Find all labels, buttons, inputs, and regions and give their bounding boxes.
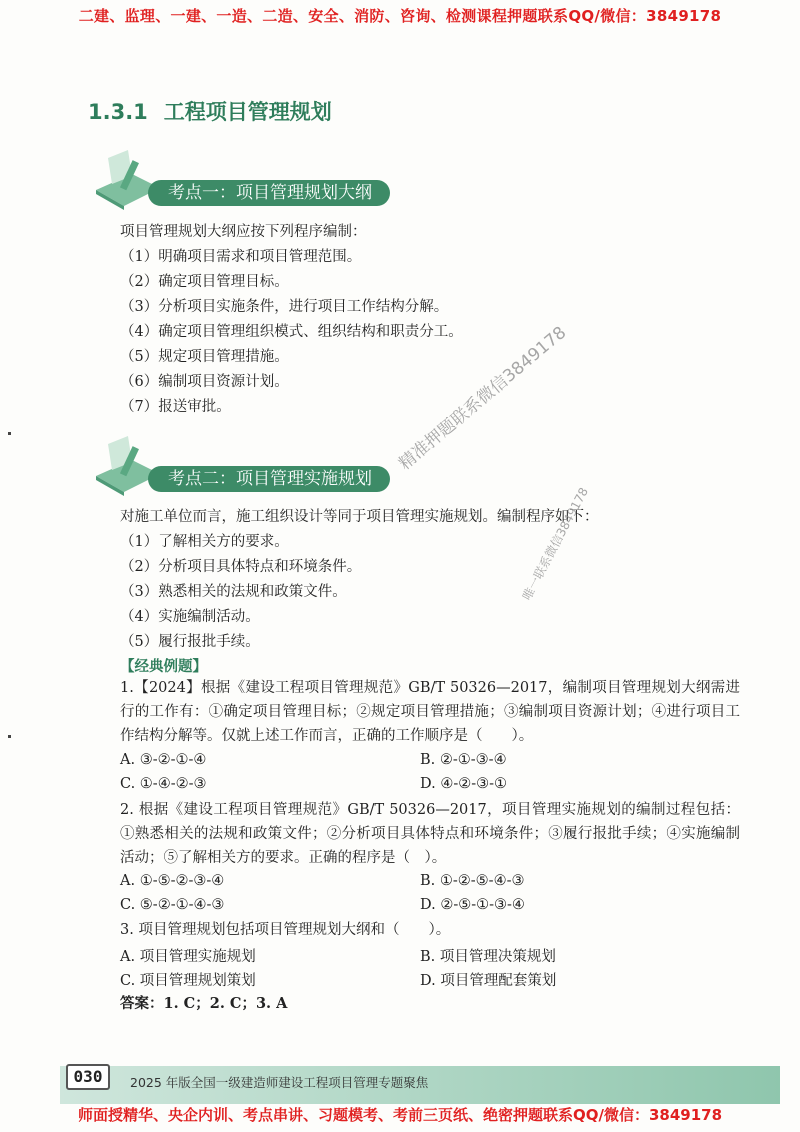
question-3: 3. 项目管理规划包括项目管理规划大纲和（ ）。 — [120, 922, 451, 938]
kaodian1-label: 考点一：项目管理规划大纲 — [148, 180, 390, 206]
bottom-banner: 师面授精华、央企内训、考点串讲、习题模考、考前三页纸、绝密押题联系QQ/微信：3849178 — [77, 1106, 723, 1124]
q1-option-a: A. ③-②-①-④ — [120, 752, 207, 768]
kaodian1-step: （4）确定项目管理组织模式、组织结构和职责分工。 — [120, 324, 463, 340]
page-number: 030 — [66, 1064, 110, 1090]
watermark-1: 精准押题联系微信3849178 — [395, 322, 571, 475]
kaodian2-step: （5）履行报批手续。 — [120, 634, 260, 650]
kaodian1-step: （7）报送审批。 — [120, 399, 231, 415]
q1-option-d: D. ④-②-③-① — [420, 776, 508, 792]
watermark-2: 唯一联系微信3849178 — [519, 485, 592, 603]
answer-line: 答案：1. C；2. C；3. A — [120, 995, 288, 1012]
book-title: 2025 年版全国一级建造师建设工程项目管理专题聚焦 — [130, 1075, 429, 1090]
q3-option-c: C. 项目管理规划策划 — [120, 973, 256, 989]
section-number: 1.3.1 — [88, 100, 148, 124]
question-2: 2. 根据《建设工程项目管理规范》GB/T 50326—2017，项目管理实施规划的编制过程包括：①熟悉相关的法规和政策文件；②分析项目具体特点和环境条件；③履行报批手续；④实施编制活动；⑤了解相关方的要求。正确的程序是（ ）。 — [120, 802, 740, 866]
kaodian2-label: 考点二：项目管理实施规划 — [148, 466, 390, 492]
kaodian1-step: （5）规定项目管理措施。 — [120, 349, 289, 365]
kaodian2-intro: 对施工单位而言，施工组织设计等同于项目管理实施规划。编制程序如下： — [120, 509, 599, 525]
q2-option-d: D. ②-⑤-①-③-④ — [420, 897, 525, 913]
section-title — [88, 96, 332, 126]
top-banner: 二建、监理、一建、一造、二造、安全、消防、咨询、检测课程押题联系QQ/微信：3849178 — [78, 7, 722, 25]
kaodian1-step: （1）明确项目需求和项目管理范围。 — [120, 249, 362, 265]
q3-option-d: D. 项目管理配套策划 — [420, 973, 557, 989]
section-title-text: 工程项目管理规划 — [163, 100, 332, 124]
kaodian1-step: （2）确定项目管理目标。 — [120, 274, 289, 290]
margin-mark — [8, 432, 11, 435]
margin-mark — [8, 735, 11, 738]
kaodian2-step: （2）分析项目具体特点和环境条件。 — [120, 559, 362, 575]
q2-option-c: C. ⑤-②-①-④-③ — [120, 897, 225, 913]
q1-option-b: B. ②-①-③-④ — [420, 752, 507, 768]
q2-option-b: B. ①-②-⑤-④-③ — [420, 873, 525, 889]
q3-option-b: B. 项目管理决策规划 — [420, 949, 556, 965]
question-1: 1.【2024】根据《建设工程项目管理规范》GB/T 50326—2017，编制项目管理规划大纲需进行的工作有：①确定项目管理目标；②规定项目管理措施；③编制项目资源计划；④进行项目工作结构分解等。仅就上述工作而言，正确的工作顺序是（ ）。 — [120, 680, 740, 744]
q3-option-a: A. 项目管理实施规划 — [120, 949, 256, 965]
kaodian1-step: （3）分析项目实施条件，进行项目工作结构分解。 — [120, 299, 449, 315]
kaodian2-step: （1）了解相关方的要求。 — [120, 534, 289, 550]
kaodian1-step: （6）编制项目资源计划。 — [120, 374, 289, 390]
kaodian2-step: （3）熟悉相关的法规和政策文件。 — [120, 584, 347, 600]
kaodian1-intro: 项目管理规划大纲应按下列程序编制： — [120, 224, 367, 240]
kaodian2-step: （4）实施编制活动。 — [120, 609, 260, 625]
q1-option-c: C. ①-④-②-③ — [120, 776, 207, 792]
q2-option-a: A. ①-⑤-②-③-④ — [120, 873, 225, 889]
examples-heading: 【经典例题】 — [120, 658, 207, 675]
